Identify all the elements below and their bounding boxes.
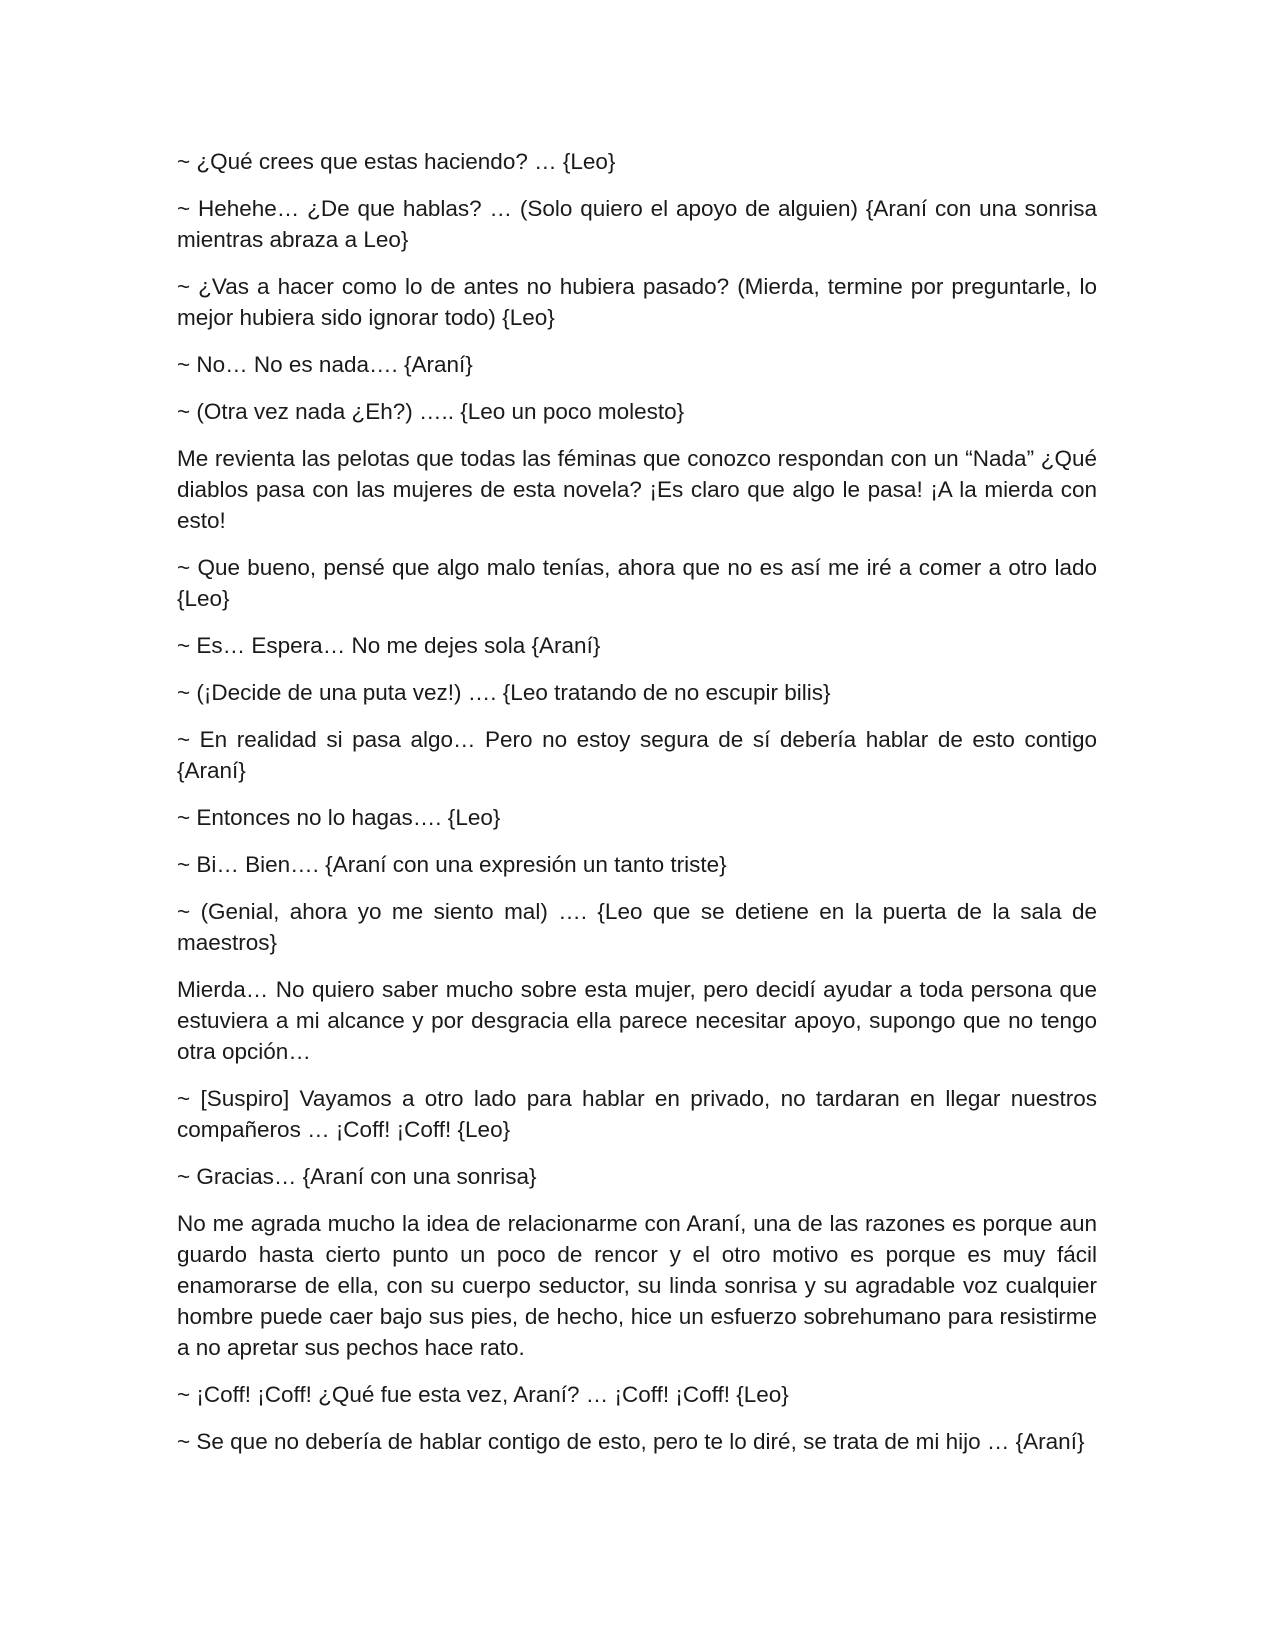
dialogue-line: ~ (Genial, ahora yo me siento mal) …. {Leo que se detiene en la puerta de la sala de maestros} [177,899,1097,955]
dialogue-line: ~ Bi… Bien…. {Araní con una expresión un tanto triste} [177,852,727,877]
dialogue-line: ~ No… No es nada…. {Araní} [177,352,473,377]
dialogue-line: ~ Gracias… {Araní con una sonrisa} [177,1164,537,1189]
dialogue-line: ~ En realidad si pasa algo… Pero no estoy segura de sí debería hablar de esto contigo {Araní} [177,727,1097,783]
narration-paragraph: No me agrada mucho la idea de relacionarme con Araní, una de las razones es porque aun guardo hasta cierto punto un poco de rencor y el otro motivo es porque es muy fácil enamorarse de ella, con su cuerpo seductor, su linda sonrisa y su agradable voz cualquier hombre puede caer bajo sus pies, de hecho, hice un esfuerzo sobrehumano para resistirme a no apretar sus pechos hace rato. [177,1211,1097,1360]
dialogue-line: ~ ¡Coff! ¡Coff! ¿Qué fue esta vez, Araní? … ¡Coff! ¡Coff! {Leo} [177,1382,789,1407]
dialogue-line: ~ [Suspiro] Vayamos a otro lado para hablar en privado, no tardaran en llegar nuestros compañeros … ¡Coff! ¡Coff! {Leo} [177,1086,1097,1142]
narration-paragraph: Mierda… No quiero saber mucho sobre esta mujer, pero decidí ayudar a toda persona que estuviera a mi alcance y por desgracia ella parece necesitar apoyo, supongo que no tengo otra opción… [177,977,1097,1064]
dialogue-line: ~ Que bueno, pensé que algo malo tenías, ahora que no es así me iré a comer a otro lado {Leo} [177,555,1097,611]
dialogue-line: ~ (Otra vez nada ¿Eh?) ….. {Leo un poco molesto} [177,399,685,424]
dialogue-line: ~ Entonces no lo hagas…. {Leo} [177,805,501,830]
dialogue-line: ~ Se que no debería de hablar contigo de esto, pero te lo diré, se trata de mi hijo … {Araní} [177,1429,1085,1454]
dialogue-line: ~ Es… Espera… No me dejes sola {Araní} [177,633,601,658]
dialogue-line: ~ Hehehe… ¿De que hablas? … (Solo quiero el apoyo de alguien) {Araní con una sonrisa mientras abraza a Leo} [177,196,1097,252]
narration-paragraph: Me revienta las pelotas que todas las féminas que conozco respondan con un “Nada” ¿Qué diablos pasa con las mujeres de esta novela? ¡Es claro que algo le pasa! ¡A la mierda con esto! [177,446,1097,533]
dialogue-line: ~ ¿Vas a hacer como lo de antes no hubiera pasado? (Mierda, termine por preguntarle, lo mejor hubiera sido ignorar todo) {Leo} [177,274,1097,330]
dialogue-line: ~ ¿Qué crees que estas haciendo? … {Leo} [177,149,616,174]
dialogue-line: ~ (¡Decide de una puta vez!) …. {Leo tratando de no escupir bilis} [177,680,831,705]
document-page [177,146,1097,1473]
